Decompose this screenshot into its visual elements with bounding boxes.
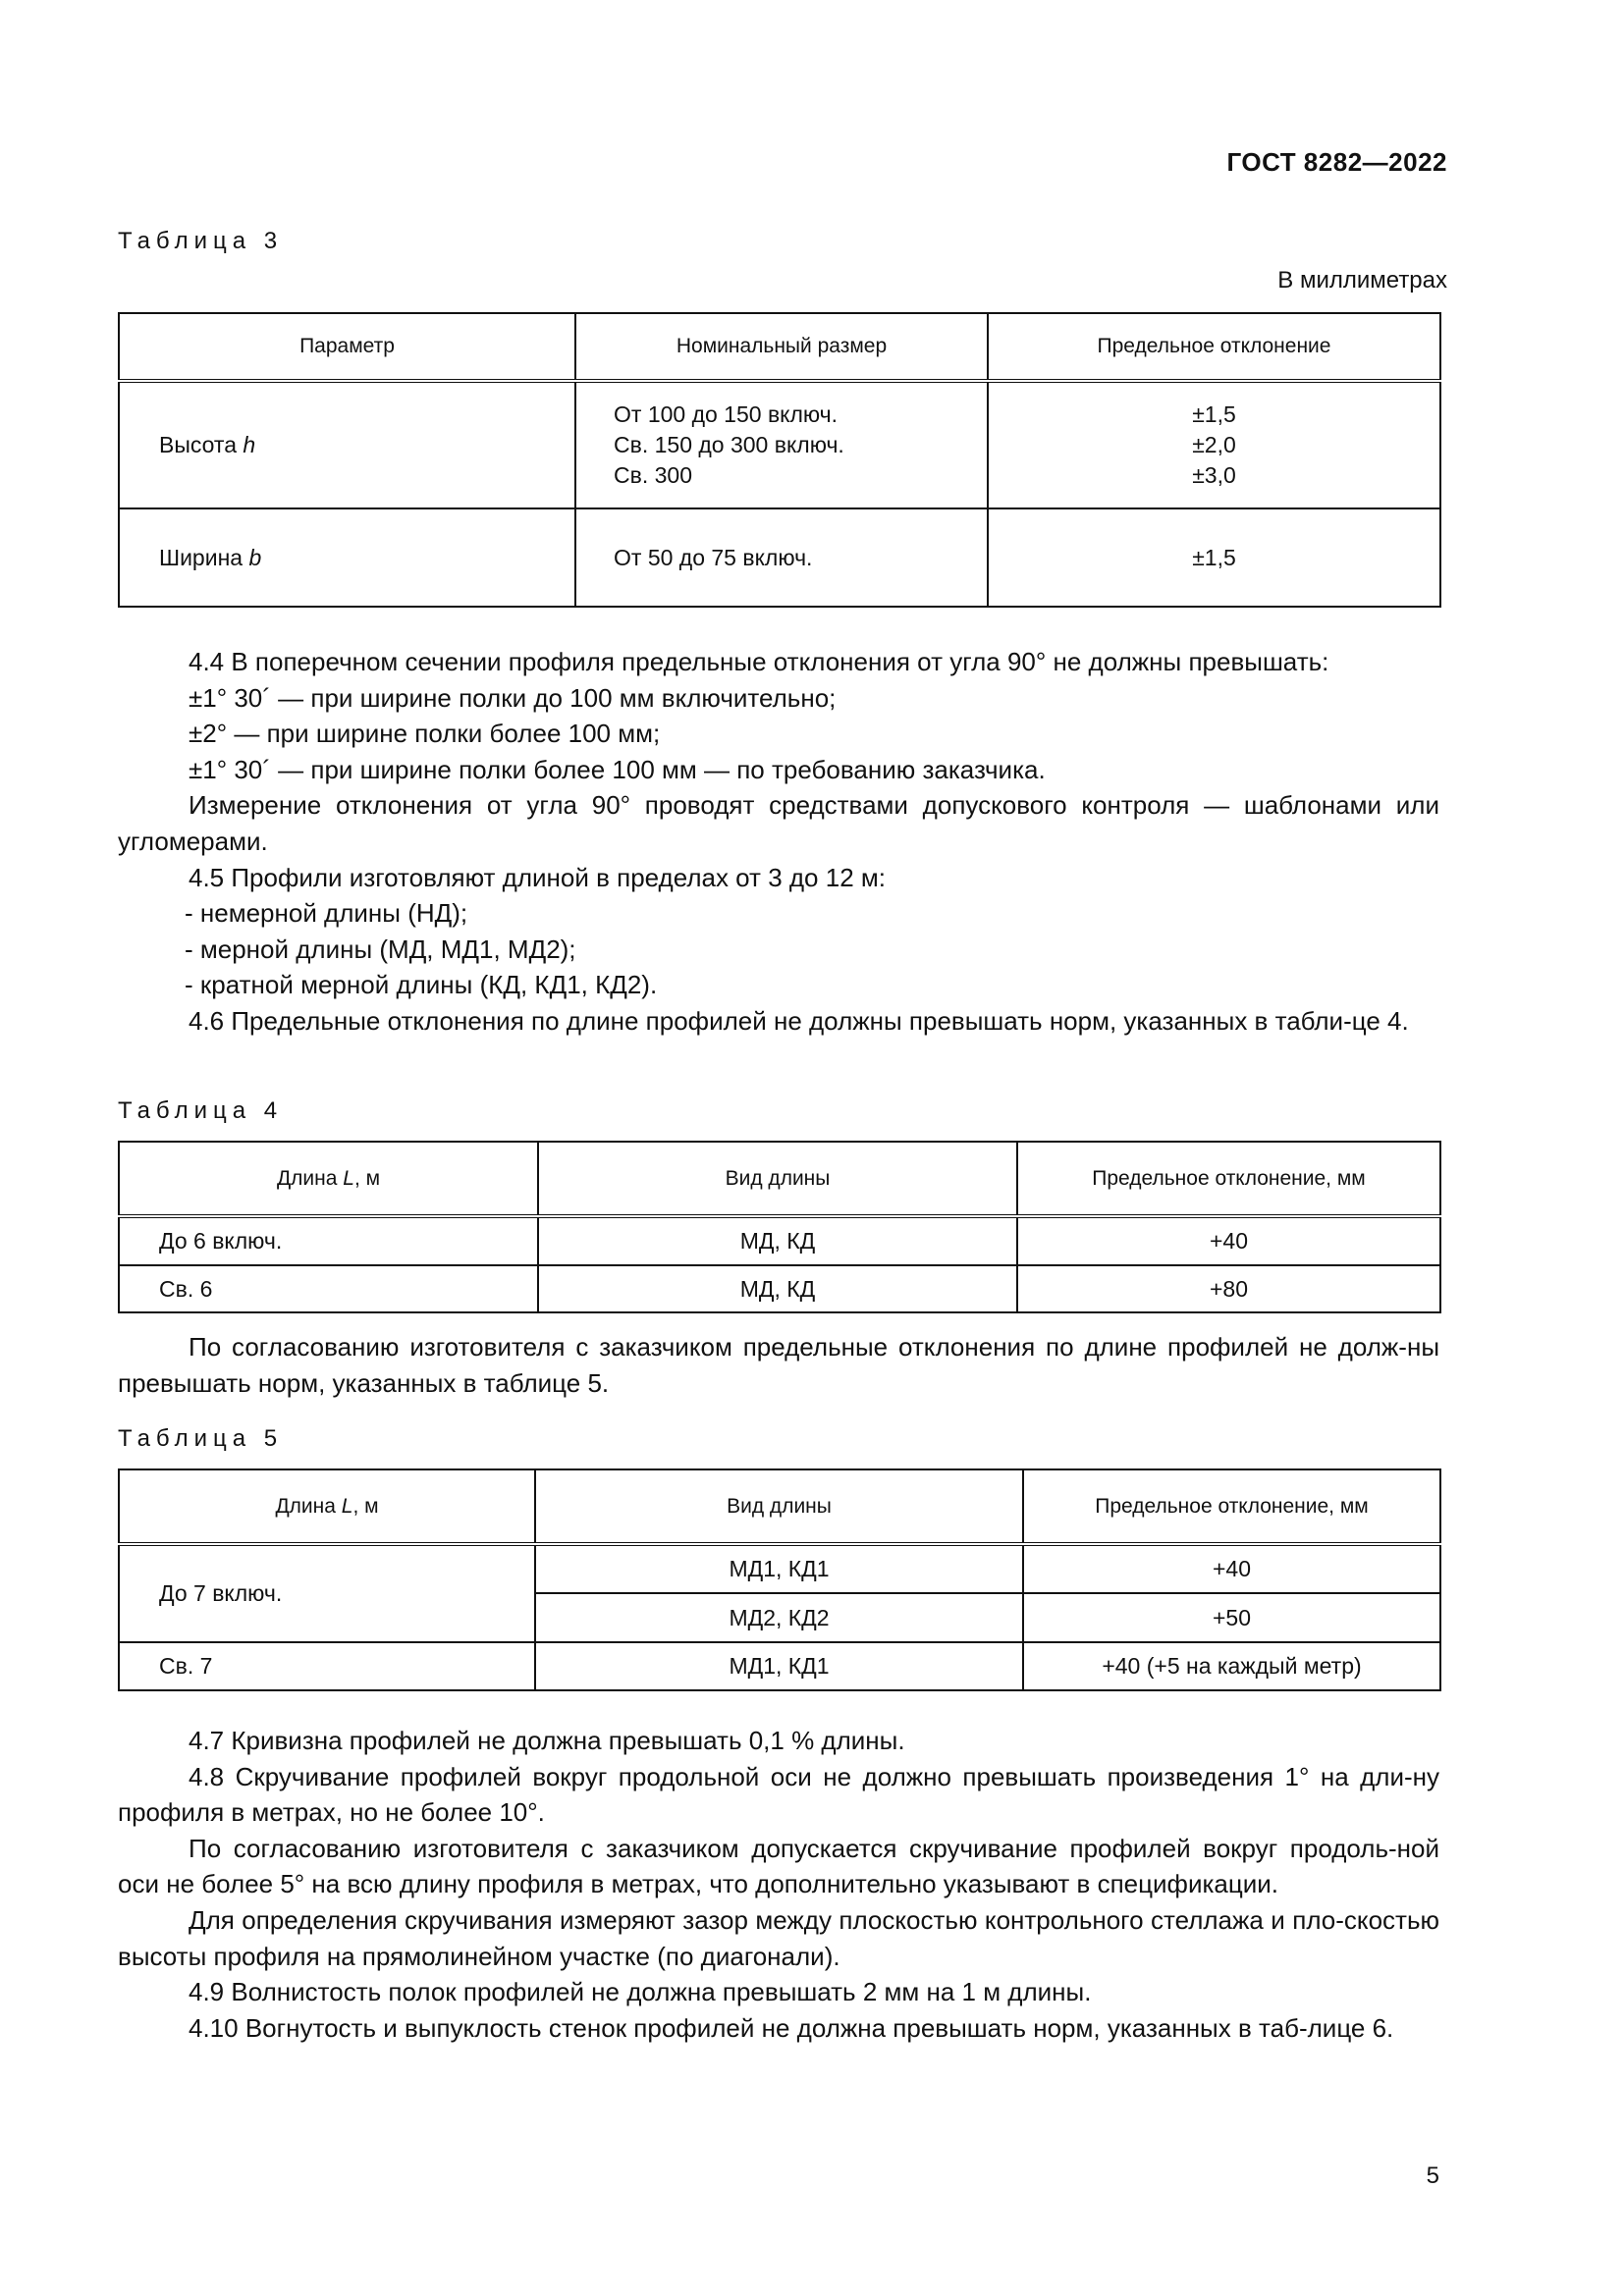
table3 <box>118 312 1441 608</box>
table4-cell-type: МД, КД <box>538 1216 1017 1265</box>
paragraph-agreement-twist: По согласованию изготовителя с заказчиком допускается скручивание профилей вокруг продоль-ной оси не более 5° на всю длину профиля в метрах, что дополнительно указывают в спецификации. <box>118 1833 1439 1899</box>
table3-param-width: Ширина b <box>119 508 575 607</box>
paragraph-4-4-line-2: ±2° — при ширине полки более 100 мм; <box>189 719 661 749</box>
table4-cell-length: До 6 включ. <box>119 1216 538 1265</box>
paragraph-4-6: 4.6 Предельные отклонения по длине профилей не должны превышать норм, указанных в табли-це 4. <box>189 1005 1409 1036</box>
table5-cell-length-merged: До 7 включ. <box>119 1544 535 1642</box>
document-id: ГОСТ 8282—2022 <box>1226 147 1447 177</box>
paragraph-4-4-line-1: ±1° 30´ — при ширине полки до 100 мм включительно; <box>189 682 837 713</box>
list-item: - кратной мерной длины (КД, КД1, КД2). <box>185 970 658 1000</box>
text-block-1 <box>118 644 1439 1040</box>
page-number: 5 <box>1426 2163 1439 2189</box>
table3-unit-note: В миллиметрах <box>1277 267 1447 294</box>
table4-cell-deviation: +80 <box>1017 1265 1440 1312</box>
table3-header-deviation: Предельное отклонение <box>988 313 1440 381</box>
table4-cell-type: МД, КД <box>538 1265 1017 1312</box>
paragraph-4-5: 4.5 Профили изготовляют длиной в пределах от 3 до 12 м: <box>189 862 886 892</box>
paragraph-measurement: Измерение отклонения от угла 90° проводят средствами допускового контроля — шаблонами или угломерами. <box>118 790 1439 856</box>
table5-header-length: Длина L, м <box>119 1469 535 1544</box>
table3-caption: Таблица 3 <box>118 228 284 254</box>
table5-cell-length: Св. 7 <box>119 1642 535 1690</box>
paragraph-agreement: По согласованию изготовителя с заказчиком предельные отклонения по длине профилей не долж-ны превышать норм, указанных в таблице 5. <box>118 1332 1439 1398</box>
table3-param-height: Высота h <box>119 381 575 508</box>
table-row <box>119 1642 1440 1690</box>
table4-header-length: Длина L, м <box>119 1142 538 1216</box>
paragraph-4-10: 4.10 Вогнутость и выпуклость стенок профилей не должна превышать норм, указанных в таб-лице 6. <box>189 2012 1394 2043</box>
text-block-2 <box>118 1329 1439 1401</box>
table3-header-size: Номинальный размер <box>575 313 988 381</box>
table3-sizes-width: От 50 до 75 включ. <box>575 508 988 607</box>
table5-cell-deviation: +50 <box>1023 1593 1440 1642</box>
table4-cell-deviation: +40 <box>1017 1216 1440 1265</box>
table-row <box>119 1544 1440 1593</box>
table4-header-deviation: Предельное отклонение, мм <box>1017 1142 1440 1216</box>
table5-header-deviation: Предельное отклонение, мм <box>1023 1469 1440 1544</box>
table4-cell-length: Св. 6 <box>119 1265 538 1312</box>
table-row <box>119 1216 1440 1265</box>
table3-header-param: Параметр <box>119 313 575 381</box>
table-row <box>119 381 1440 508</box>
list-item: - немерной длины (НД); <box>185 898 468 929</box>
text-block-3 <box>118 1723 1439 2046</box>
table5-header-type: Вид длины <box>535 1469 1023 1544</box>
paragraph-4-9: 4.9 Волнистость полок профилей не должна превышать 2 мм на 1 м длины. <box>189 1977 1092 2007</box>
table3-deviations-height: ±1,5 ±2,0 ±3,0 <box>988 381 1440 508</box>
paragraph-twist-measure: Для определения скручивания измеряют зазор между плоскостью контрольного стеллажа и пло-скостью высоты профиля на прямолинейном участке (по диагонали). <box>118 1904 1439 1971</box>
paragraph-4-4: 4.4 В поперечном сечении профиля предельные отклонения от угла 90° не должны превышать: <box>189 647 1329 676</box>
table-row <box>119 508 1440 607</box>
table3-deviations-width: ±1,5 <box>988 508 1440 607</box>
table4-header-type: Вид длины <box>538 1142 1017 1216</box>
table4-caption: Таблица 4 <box>118 1097 284 1124</box>
paragraph-4-8: 4.8 Скручивание профилей вокруг продольной оси не должно превышать произведения 1° на дли-ну профиля в метрах, но не более 10°. <box>118 1761 1439 1828</box>
table5-cell-deviation: +40 (+5 на каждый метр) <box>1023 1642 1440 1690</box>
paragraph-4-4-line-3: ±1° 30´ — при ширине полки более 100 мм — по требованию заказчика. <box>189 754 1046 784</box>
table5-cell-deviation: +40 <box>1023 1544 1440 1593</box>
table5-cell-type: МД1, КД1 <box>535 1642 1023 1690</box>
table5 <box>118 1468 1441 1691</box>
table3-sizes-height: От 100 до 150 включ. Св. 150 до 300 включ. Св. 300 <box>575 381 988 508</box>
table-row <box>119 1265 1440 1312</box>
list-item: - мерной длины (МД, МД1, МД2); <box>185 934 576 964</box>
table5-cell-type: МД2, КД2 <box>535 1593 1023 1642</box>
table5-cell-type: МД1, КД1 <box>535 1544 1023 1593</box>
table4 <box>118 1141 1441 1313</box>
table5-caption: Таблица 5 <box>118 1425 284 1452</box>
paragraph-4-7: 4.7 Кривизна профилей не должна превышать 0,1 % длины. <box>189 1726 905 1755</box>
